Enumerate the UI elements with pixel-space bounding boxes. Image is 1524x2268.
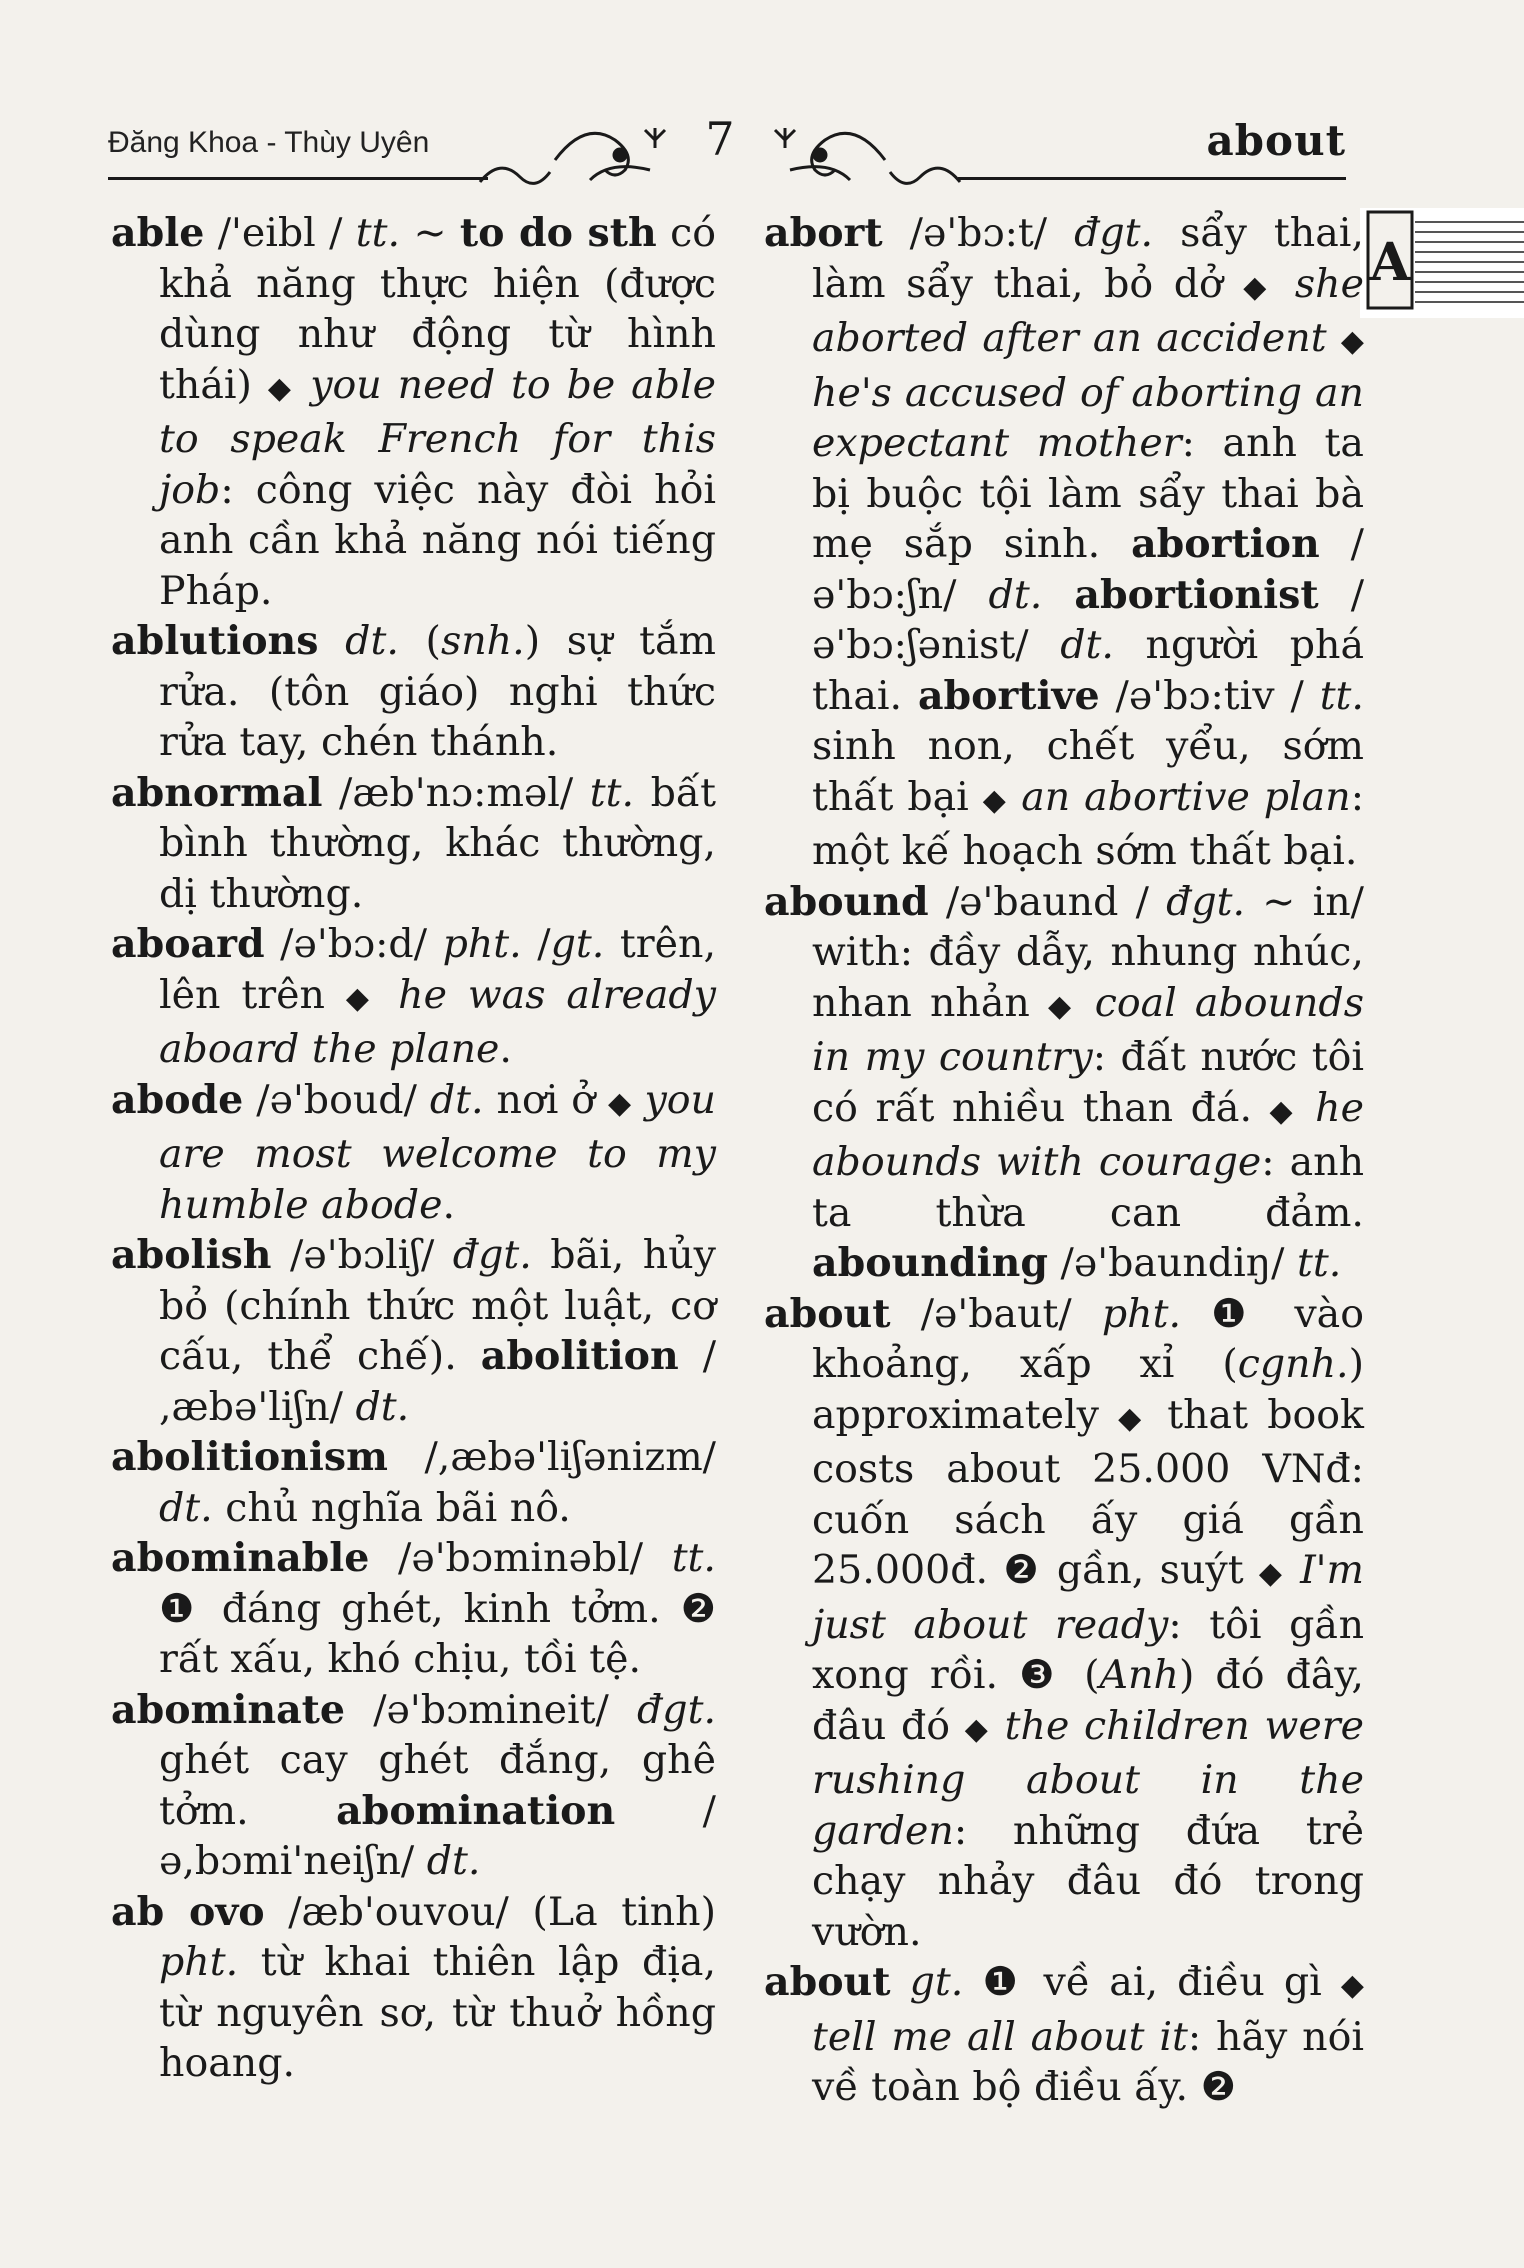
dictionary-entry bbox=[764, 1289, 1364, 1958]
entry-definition: gt. ❶ về ai, điều gì ◆ tell me all about it: hãy nói về toàn bộ điều ấy. ❷ bbox=[812, 1959, 1364, 2110]
thumb-index-tab bbox=[1360, 208, 1524, 318]
entry-headword: abort bbox=[764, 210, 883, 256]
dictionary-entry bbox=[111, 1533, 716, 1685]
entry-definition: /ə'bɔminəbl/ tt. ❶ đáng ghét, kinh tởm. ❷ rất xấu, khó chịu, tồi tệ. bbox=[159, 1535, 716, 1682]
dictionary-entry bbox=[764, 877, 1364, 1289]
entry-headword: abolitionism bbox=[111, 1434, 388, 1480]
header-rule-left bbox=[108, 177, 488, 180]
entry-headword: abolish bbox=[111, 1232, 272, 1278]
entry-definition: /,æbə'liʃənizm/ dt. chủ nghĩa bãi nô. bbox=[159, 1434, 716, 1531]
dictionary-entry bbox=[111, 616, 716, 768]
dictionary-entry bbox=[111, 919, 716, 1075]
entry-headword: about bbox=[764, 1959, 891, 2005]
dictionary-entry bbox=[111, 1685, 716, 1887]
dictionary-entry bbox=[111, 768, 716, 920]
entry-definition: /ə'bɔ:d/ pht. /gt. trên, lên trên ◆ he was already aboard the plane. bbox=[159, 921, 716, 1072]
dictionary-entry bbox=[111, 1887, 716, 2089]
header-rule-right bbox=[958, 177, 1346, 180]
entry-headword: ab ovo bbox=[111, 1888, 265, 1935]
entry-headword: abound bbox=[764, 878, 929, 925]
entry-definition: /ə'baund / đgt. ~ in/ with: đầy dẫy, nhung nhúc, nhan nhản ◆ coal abounds in my country: đất nước tôi có rất nhiều than đá. ◆ he abounds with courage: anh ta thừa can đảm. abounding /ə'baundiŋ/ tt. bbox=[812, 878, 1365, 1286]
left-column bbox=[111, 208, 716, 2089]
entry-headword: about bbox=[764, 1290, 891, 1337]
entry-headword: abominate bbox=[111, 1686, 346, 1733]
entry-headword: abominable bbox=[111, 1535, 370, 1581]
dictionary-entry bbox=[111, 1230, 716, 1432]
entry-headword: aboard bbox=[111, 921, 265, 967]
right-column bbox=[764, 208, 1364, 2113]
entry-headword: abnormal bbox=[111, 769, 323, 816]
guide-word: about bbox=[1206, 116, 1346, 165]
entry-definition: /ə'bɔmineit/ đgt. ghét cay ghét đắng, ghê tởm. abomination /ə,bɔmi'neiʃn/ dt. bbox=[159, 1686, 716, 1884]
entry-headword: able bbox=[111, 210, 205, 256]
entry-definition: /ə'bɔ:t/ đgt. sẩy thai, làm sẩy thai, bỏ dở ◆ she aborted after an accident ◆ he's accused of aborting an expectant mother: anh ta bị buộc tội làm sẩy thai bà mẹ sắp sinh. abortion /ə'bɔ:ʃn/ dt. abortionist / ə'bɔ:ʃənist/ dt. người phá thai. abortive /ə'bɔ:tiv / tt. sinh non, chết yểu, sớm thất bại ◆ an abortive plan: một kế hoạch sớm thất bại. bbox=[812, 210, 1365, 874]
running-head-authors: Đăng Khoa - Thùy Uyên bbox=[108, 126, 430, 159]
thumb-letter: A bbox=[1369, 232, 1411, 293]
entry-definition: /æb'nɔ:məl/ tt. bất bình thường, khác thường, dị thường. bbox=[159, 769, 716, 917]
entry-headword: abode bbox=[111, 1076, 244, 1123]
page-number: 7 bbox=[705, 112, 735, 166]
entry-definition: /æb'ouvou/ (La tinh) pht. từ khai thiên lập địa, từ nguyên sơ, từ thuở hồng hoang. bbox=[159, 1888, 716, 2086]
entry-definition: /ə'boud/ dt. nơi ở ◆ you are most welcome to my humble abode. bbox=[159, 1076, 716, 1228]
dictionary-entry bbox=[111, 208, 716, 616]
entry-definition: /'eibl / tt. ~ to do sth có khả năng thực hiện (được dùng như động từ hình thái) ◆ you need to be able to speak French for this job: công việc này đòi hỏi anh cần khả năng nói tiếng Pháp. bbox=[159, 210, 717, 614]
entry-headword: ablutions bbox=[111, 618, 319, 664]
dictionary-entry bbox=[764, 1957, 1364, 2113]
dictionary-entry bbox=[764, 208, 1364, 877]
dictionary-entry bbox=[111, 1075, 716, 1231]
entry-definition: dt. (snh.) sự tắm rửa. (tôn giáo) nghi thức rửa tay, chén thánh. bbox=[159, 618, 717, 765]
dictionary-entry bbox=[111, 1432, 716, 1533]
entry-definition: /ə'bɔliʃ/ đgt. bãi, hủy bỏ (chính thức một luật, cơ cấu, thể chế). abolition / ,æbə'liʃn/ dt. bbox=[159, 1232, 717, 1430]
entry-definition: /ə'baut/ pht. ❶ vào khoảng, xấp xỉ (cgnh.) approximately ◆ that book costs about 25.000 VNđ: cuốn sách ấy giá gần 25.000đ. ❷ gần, suýt ◆ I'm just about ready: tôi gần xong rồi. ❸ (Anh) đó đây, đâu đó ◆ the children were rushing about in the garden: những đứa trẻ chạy nhảy đâu đó trong vườn. bbox=[812, 1290, 1365, 1955]
